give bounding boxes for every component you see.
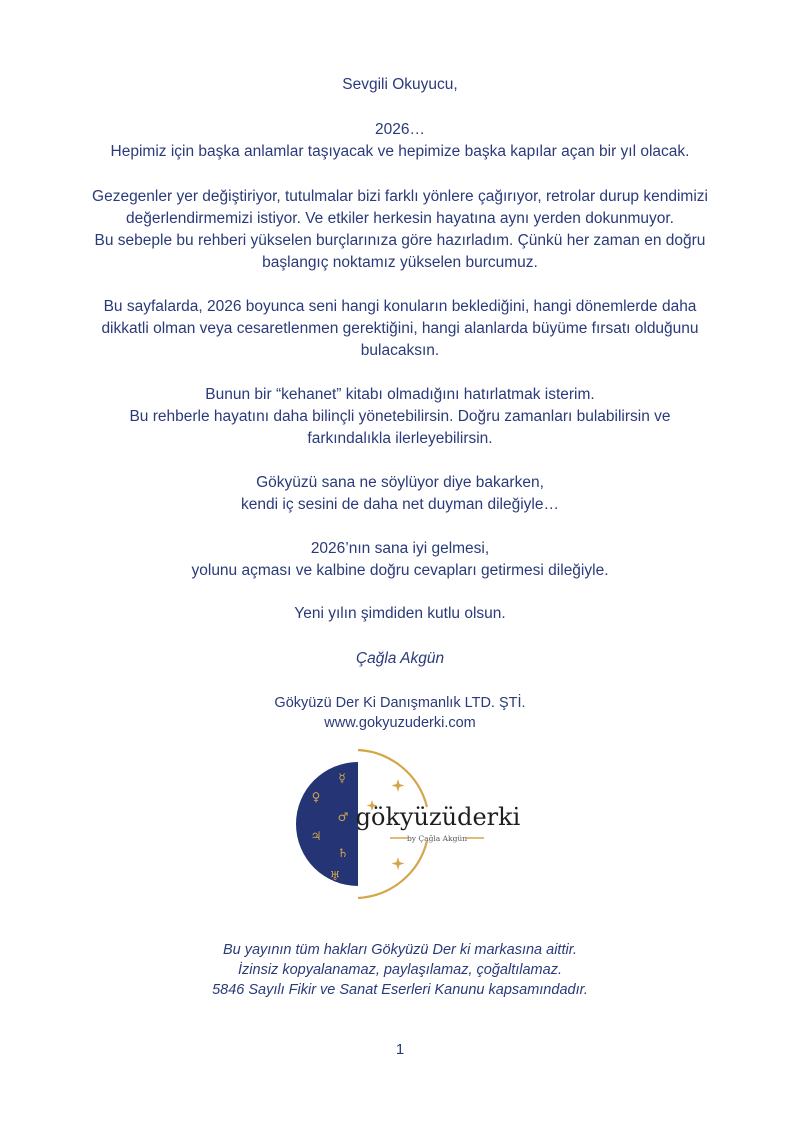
paragraph-3-line-3: bulacaksın. bbox=[360, 342, 440, 359]
signature: Çağla Akgün bbox=[355, 650, 445, 667]
paragraph-2-line-3: Bu sebeple bu rehberi yükselen burçlarınıza göre hazırladım. Çünkü her zaman en doğru bbox=[94, 232, 706, 249]
paragraph-5-line-1: Gökyüzü sana ne söylüyor diye bakarken, bbox=[256, 474, 544, 491]
website-link[interactable]: www.gokyuzuderki.com bbox=[324, 715, 476, 731]
year-heading: 2026… bbox=[375, 121, 425, 138]
paragraph-6-line-1: 2026’nın sana iyi gelmesi, bbox=[310, 540, 490, 557]
company-name: Gökyüzü Der Ki Danışmanlık LTD. ŞTİ. bbox=[274, 695, 526, 711]
logo-byline: by Çağla Akgün bbox=[406, 834, 468, 843]
paragraph-2-line-1: Gezegenler yer değiştiriyor, tutulmalar bizi farklı yönlere çağırıyor, retrolar durup kendimizi bbox=[92, 188, 708, 205]
half-moon-disc-icon bbox=[296, 762, 358, 886]
paragraph-5-line-2: kendi iç sesini de daha net duyman dileğiyle… bbox=[241, 496, 559, 513]
paragraph-1-line-1: Hepimiz için başka anlamlar taşıyacak ve hepimize başka kapılar açan bir yıl olacak. bbox=[110, 143, 690, 160]
logo-wordmark: gökyüzüderki bbox=[355, 803, 520, 831]
paragraph-4-line-3: farkındalıkla ilerleyebilirsin. bbox=[307, 430, 493, 447]
copyright-line-2: İzinsiz kopyalanamaz, paylaşılamaz, çoğaltılamaz. bbox=[238, 962, 562, 978]
venus-icon: ♀ bbox=[311, 790, 321, 804]
copyright-line-1: Bu yayının tüm hakları Gökyüzü Der ki markasına aittir. bbox=[222, 942, 578, 958]
paragraph-3-line-1: Bu sayfalarda, 2026 boyunca seni hangi konuların beklediğini, hangi dönemlerde daha bbox=[103, 298, 697, 315]
gold-arc-upper-icon bbox=[358, 750, 427, 807]
salutation: Sevgili Okuyucu, bbox=[342, 76, 458, 93]
saturn-icon: ♄ bbox=[337, 846, 349, 860]
gold-arc-lower-icon bbox=[358, 841, 427, 898]
page-number: 1 bbox=[395, 1041, 405, 1058]
paragraph-2-line-4: başlangıç noktamız yükselen burcumuz. bbox=[262, 254, 538, 271]
paragraph-4-line-1: Bunun bir “kehanet” kitabı olmadığını hatırlatmak isterim. bbox=[205, 386, 595, 403]
copyright-line-3: 5846 Sayılı Fikir ve Sanat Eserleri Kanunu kapsamındadır. bbox=[212, 982, 588, 998]
mars-icon: ♂ bbox=[337, 810, 349, 824]
paragraph-7-line-1: Yeni yılın şimdiden kutlu olsun. bbox=[294, 605, 506, 622]
paragraph-4-line-2: Bu rehberle hayatını daha bilinçli yönetebilirsin. Doğru zamanları bulabilirsin ve bbox=[129, 408, 671, 425]
uranus-icon: ♅ bbox=[329, 869, 341, 883]
paragraph-2-line-2: değerlendirmemizi istiyor. Ve etkiler herkesin hayatına aynı yerden dokunmuyor. bbox=[126, 210, 674, 227]
mercury-icon: ☿ bbox=[338, 771, 346, 785]
paragraph-3-line-2: dikkatli olman veya cesaretlenmen gerektiğini, hangi alanlarda büyüme fırsatı olduğunu bbox=[101, 320, 699, 337]
paragraph-6-line-2: yolunu açması ve kalbine doğru cevapları getirmesi dileğiyle. bbox=[191, 562, 609, 579]
jupiter-icon: ♃ bbox=[310, 829, 322, 843]
brand-logo bbox=[290, 745, 520, 905]
